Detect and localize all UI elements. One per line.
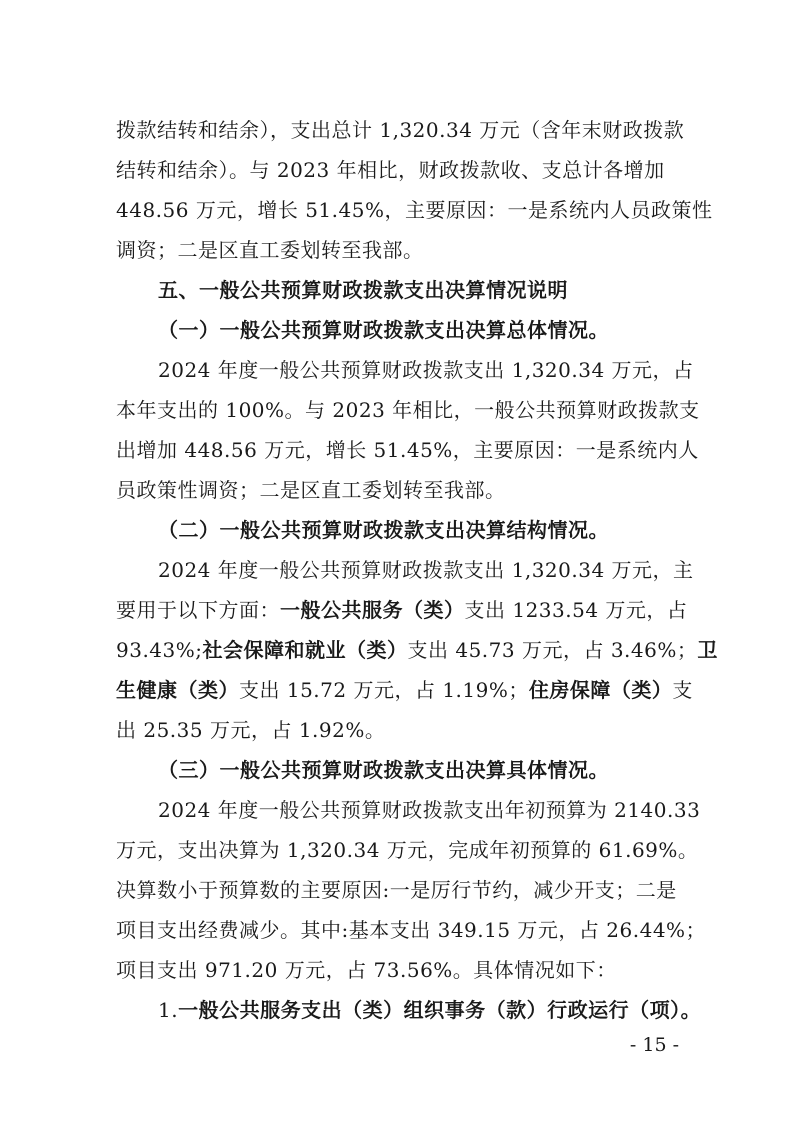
- text-line: 448.56 万元，增长 51.45%，主要原因：一是系统内人员政策性: [116, 198, 713, 222]
- item-number: 1.: [158, 998, 179, 1022]
- text-line: 本年支出的 100%。与 2023 年相比，一般公共预算财政拨款支: [116, 398, 700, 422]
- subsection-heading-3: （三）一般公共预算财政拨款支出决算具体情况。: [158, 758, 609, 782]
- text-line: 结转和结余）。与 2023 年相比，财政拨款收、支总计各增加: [116, 158, 665, 182]
- text-line: 决算数小于预算数的主要原因:一是厉行节约，减少开支；二是: [116, 878, 677, 902]
- text-line: 2024 年度一般公共预算财政拨款支出 1,320.34 万元，主: [158, 558, 694, 582]
- text-line: 项目支出 971.20 万元，占 73.56%。具体情况如下：: [116, 958, 617, 982]
- subsection-heading-1: （一）一般公共预算财政拨款支出决算总体情况。: [158, 318, 609, 342]
- text-run: 支出 1233.54 万元，占: [464, 598, 688, 622]
- text-run: 要用于以下方面：: [116, 598, 280, 622]
- item-heading-1: [116, 990, 724, 1030]
- text-run: 93.43%;: [116, 638, 203, 662]
- text-line: 员政策性调资；二是区直工委划转至我部。: [116, 478, 506, 502]
- text-run: 支: [672, 678, 693, 702]
- subsection-heading-2: （二）一般公共预算财政拨款支出决算结构情况。: [158, 518, 609, 542]
- bold-category: 生健康（类）: [116, 678, 239, 702]
- section-heading-5: 五、一般公共预算财政拨款支出决算情况说明: [158, 278, 568, 302]
- text-line: [116, 670, 693, 710]
- text-line: 拨款结转和结余），支出总计 1,320.34 万元（含年末财政拨款: [116, 118, 685, 142]
- bold-category: 卫: [697, 638, 718, 662]
- text-line: [116, 590, 688, 630]
- text-line: 出 25.35 万元，占 1.92%。: [116, 718, 386, 742]
- text-run: 支出 45.73 万元，占 3.46%；: [407, 638, 698, 662]
- text-line: 出增加 448.56 万元，增长 51.45%，主要原因：一是系统内人: [116, 438, 699, 462]
- bold-category: 住房保障（类）: [528, 678, 673, 702]
- bold-category: 社会保障和就业（类）: [202, 638, 408, 662]
- text-line: 2024 年度一般公共预算财政拨款支出年初预算为 2140.33: [158, 798, 701, 822]
- text-line: 万元，支出决算为 1,320.34 万元，完成年初预算的 61.69%。: [116, 838, 699, 862]
- text-line: 项目支出经费减少。其中:基本支出 349.15 万元，占 26.44%；: [116, 918, 707, 942]
- bold-category: 一般公共服务（类）: [280, 598, 465, 622]
- text-line: [116, 630, 718, 670]
- text-line: 调资；二是区直工委划转至我部。: [116, 238, 424, 262]
- page-number: - 15 -: [629, 1034, 679, 1056]
- item-title: 一般公共服务支出（类）组织事务（款）行政运行（项）。: [178, 998, 702, 1022]
- text-run: 支出 15.72 万元，占 1.19%；: [239, 678, 529, 702]
- text-line: 2024 年度一般公共预算财政拨款支出 1,320.34 万元，占: [158, 358, 694, 382]
